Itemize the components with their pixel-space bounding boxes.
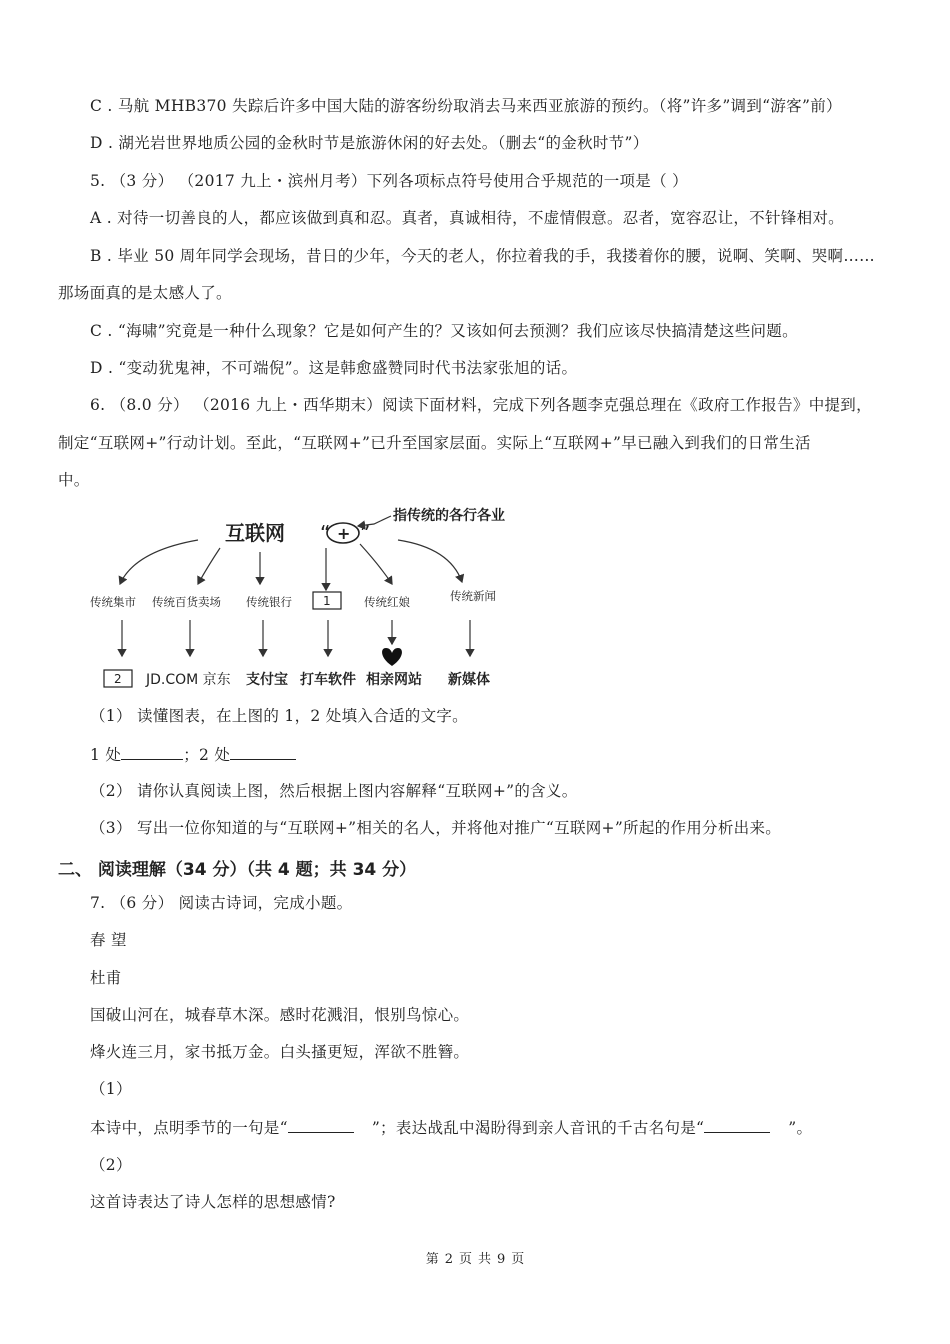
q6-stem-cont: 制定“互联网+”行动计划。至此，“互联网+”已升至国家层面。实际上“互联网+”早已融入到我们的日常生活 [58,434,811,452]
q5-option-d: D . “变动犹鬼神，不可端倪”。这是韩愈盛赞同时代书法家张旭的话。 [90,359,578,377]
answer-blank-1[interactable] [121,744,183,760]
q6-stem-cont: 中。 [58,471,90,489]
q7-stem: 7. （6 分） 阅读古诗词，完成小题。 [90,894,353,912]
diagram-top-label: 传统集市 [90,595,136,609]
diagram-bottom-label: 相亲网站 [366,672,422,688]
poem-title: 春 望 [90,931,127,949]
q7-sub2-label: （2） [90,1156,132,1174]
q4-option-c: C . 马航 MHB370 失踪后许多中国大陆的游客纷纷取消去马来西亚旅游的预约。（将”许多”调到“游客”前） [90,97,842,115]
diagram-bottom-label: JD.COM 京东 [146,672,231,688]
answer-blank-2[interactable] [230,744,296,760]
diagram-top-label: 传统红娘 [364,595,410,609]
q7-sub2: 这首诗表达了诗人怎样的思想感情? [90,1193,336,1211]
fill-2-label: ；2 处 [183,746,231,764]
footer-text: 页 [511,1252,525,1267]
q5-option-b: B . 毕业 50 周年同学会现场，昔日的少年，今天的老人，你拉着我的手，我搂着你的腰，说啊、笑啊、哭啊…… [90,247,875,265]
poem-line: 国破山河在，城春草木深。感时花溅泪，恨别鸟惊心。 [90,1006,470,1024]
section-heading: 二、 阅读理解（34 分）（共 4 题；共 34 分） [58,860,417,880]
q7-sub1 [90,1117,812,1138]
q4-option-d: D . 湖光岩世界地质公园的金秋时节是旅游休闲的好去处。（删去“的金秋时节”） [90,134,649,152]
page-number: 2 [444,1252,453,1267]
q7-sub1-label: （1） [90,1080,132,1098]
diagram-plus: + [337,524,351,543]
fill-1-label: 1 处 [90,746,122,764]
total-pages: 9 [497,1252,506,1267]
q5-option-c: C . “海啸”究竟是一种什么现象？它是如何产生的？又该如何去预测？我们应该尽快搞清楚这些问题。 [90,322,798,340]
q7-sub1-text: 本诗中，点明季节的一句是“ [90,1119,288,1137]
diagram-bottom-label: 新媒体 [448,672,490,688]
footer-text: 页 [458,1252,472,1267]
answer-blank-famous-line[interactable] [704,1117,770,1133]
diagram-note: 指传统的各行各业 [393,508,505,524]
diagram-title: 互联网 [225,521,285,545]
diagram-bottom-label: 2 [114,672,122,686]
internet-plus-diagram [80,496,520,696]
q7-sub1-text: ”；表达战乱中渴盼得到亲人音讯的千古名句是“ [371,1119,705,1137]
poem-author: 杜甫 [90,969,122,987]
q6-stem: 6. （8.0 分） （2016 九上・西华期末）阅读下面材料，完成下列各题李克强总理在《政府工作报告》中提到， [90,396,872,414]
svg-text:”: ” [360,521,371,545]
poem-line: 烽火连三月，家书抵万金。白头搔更短，浑欲不胜簪。 [90,1043,470,1061]
q6-sub1: （1） 读懂图表，在上图的 1，2 处填入合适的文字。 [90,707,468,725]
q5-option-a: A . 对待一切善良的人，都应该做到真和忍。真者，真诚相待，不虚情假意。忍者，宽容忍让，不针锋相对。 [90,209,844,227]
footer-text: 共 [478,1252,492,1267]
diagram-bottom-label: 支付宝 [246,672,288,688]
diagram-top-label: 传统新闻 [450,589,496,603]
diagram-bottom-label: 打车软件 [300,672,356,688]
heart-icon [382,648,402,666]
diagram-top-label: 传统银行 [246,595,292,609]
answer-blank-season[interactable] [288,1117,354,1133]
q6-sub3: （3） 写出一位你知道的与“互联网+”相关的名人，并将他对推广“互联网+”所起的作用分析出来。 [90,819,782,837]
diagram-top-label: 传统百货卖场 [152,595,221,609]
q5-option-b-cont: 那场面真的是太感人了。 [58,284,232,302]
q7-sub1-text: ”。 [788,1119,813,1137]
q6-sub1-answer [90,744,296,765]
q6-sub2: （2） 请你认真阅读上图，然后根据上图内容解释“互联网+”的含义。 [90,782,578,800]
q5-stem: 5. （3 分） （2017 九上・滨州月考）下列各项标点符号使用合乎规范的一项是（ ） [90,172,688,190]
footer-text: 第 [425,1252,439,1267]
diagram-top-label: 1 [323,594,331,608]
svg-text:“: “ [320,521,331,545]
page-footer [0,1248,950,1267]
